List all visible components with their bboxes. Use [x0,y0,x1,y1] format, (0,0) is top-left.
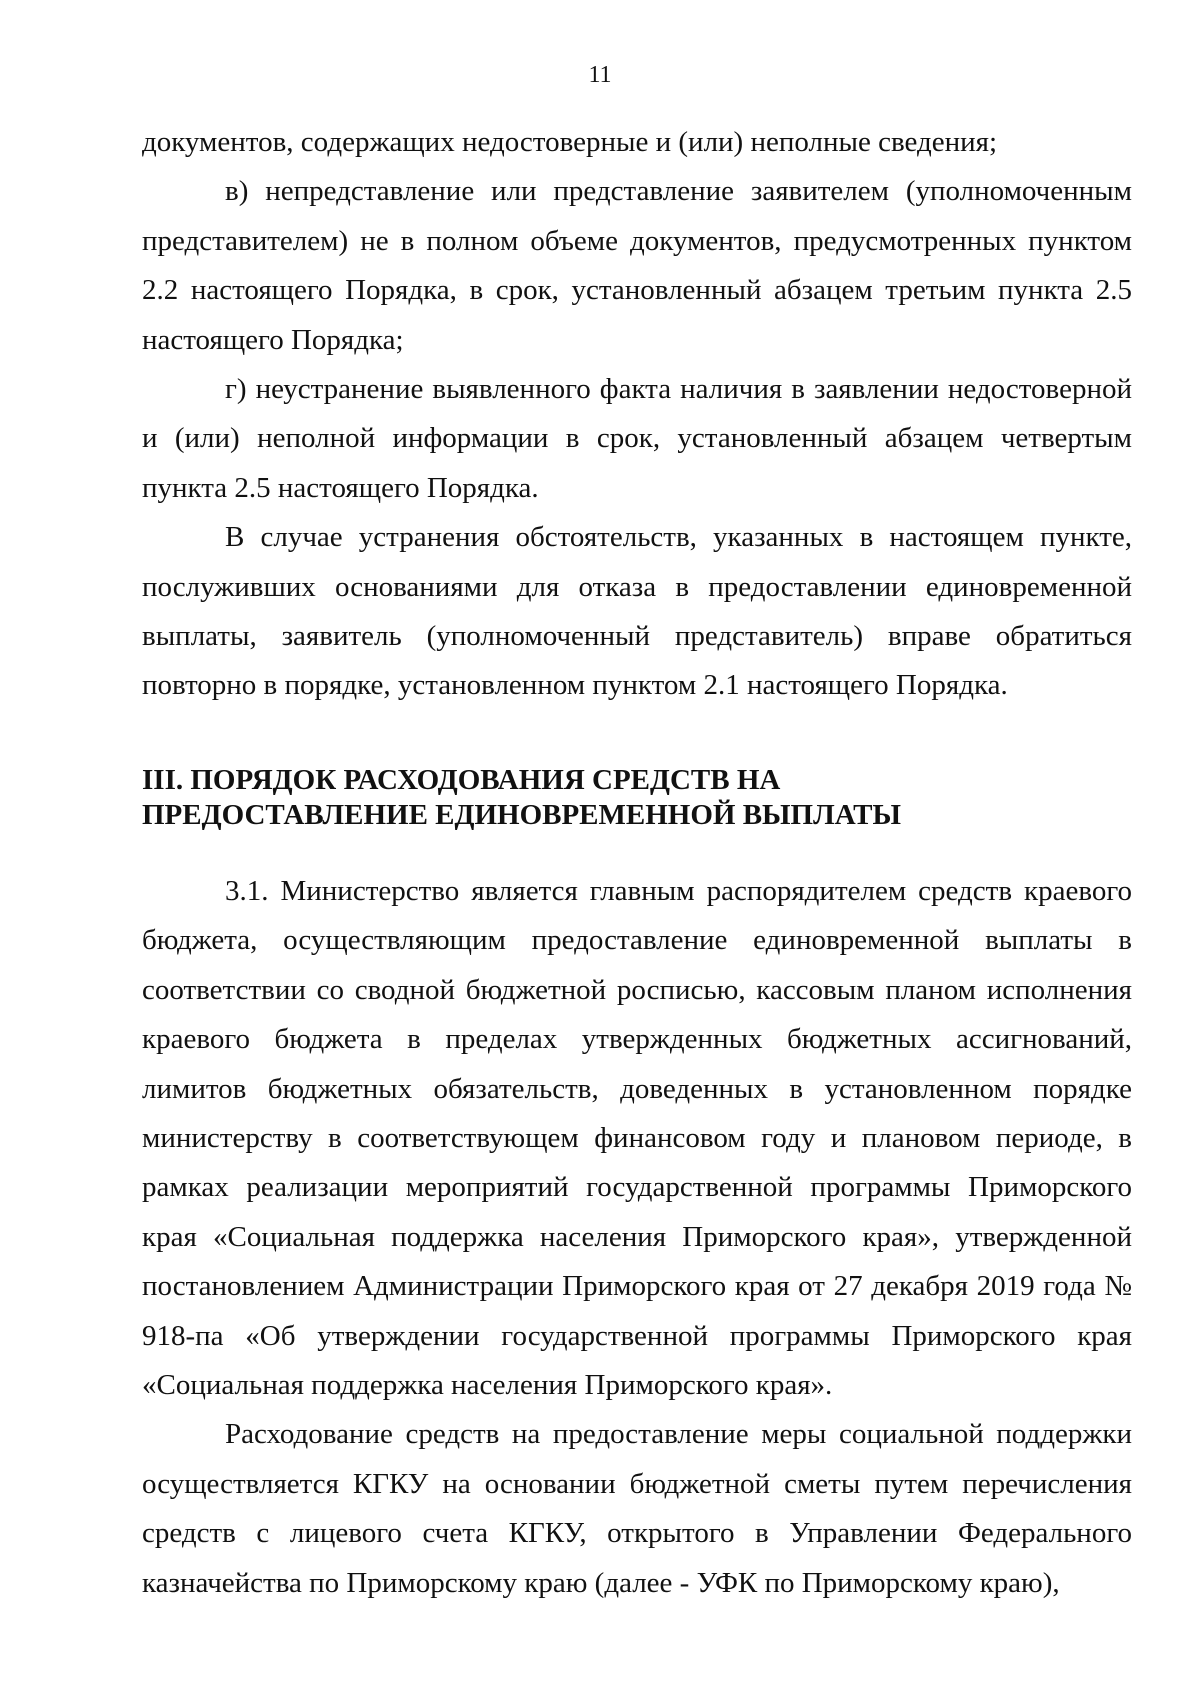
paragraph-item-v: в) непредставление или представление заявителем (уполномоченным представителем) не в полном объеме документов, предусмотренных пунктом 2.2 настоящего Порядка, в срок, установленный абзацем третьим пункта 2.5 настоящего Порядка; [142,175,1132,356]
spacer [142,711,1132,763]
paragraph-reapply: В случае устранения обстоятельств, указанных в настоящем пункте, послуживших основаниями для отказа в предоставлении единовременной выплаты, заявитель (уполномоченный представитель) вправе обратиться повторно в порядке, установленном пунктом 2.1 настоящего Порядка. [142,521,1132,702]
paragraph-continuation: документов, содержащих недостоверные и (или) неполные сведения; [142,126,998,158]
document-body [142,118,1132,1608]
paragraph-spending: Расходование средств на предоставление меры социальной поддержки осуществляется КГКУ на основании бюджетной сметы путем перечисления средств с лицевого счета КГКУ, открытого в Управлении Федерального казначейства по Приморскому краю (далее - УФК по Приморскому краю), [142,1418,1132,1599]
page-number: 11 [588,62,612,88]
section-heading [142,763,1132,833]
paragraph-item-g: г) неустранение выявленного факта наличия в заявлении недостоверной и (или) неполной информации в срок, установленный абзацем четвертым пункта 2.5 настоящего Порядка. [142,373,1132,504]
spacer [142,833,1132,867]
section-heading-line1: III. ПОРЯДОК РАСХОДОВАНИЯ СРЕДСТВ НА [142,763,781,796]
paragraph-3-1: 3.1. Министерство является главным распорядителем средств краевого бюджета, осуществляющим предоставление единовременной выплаты в соответствии со сводной бюджетной росписью, кассовым планом исполнения краевого бюджета в пределах утвержденных бюджетных ассигнований, лимитов бюджетных обязательств, доведенных в установленном порядке министерству в соответствующем финансовом году и плановом периоде, в рамках реализации мероприятий государственной программы Приморского края «Социальная поддержка населения Приморского края», утвержденной постановлением Администрации Приморского края от 27 декабря 2019 года № 918-па «Об утверждении государственной программы Приморского края «Социальная поддержка населения Приморского края». [142,874,1132,1401]
section-heading-line2: ПРЕДОСТАВЛЕНИЕ ЕДИНОВРЕМЕННОЙ ВЫПЛАТЫ [142,798,901,831]
